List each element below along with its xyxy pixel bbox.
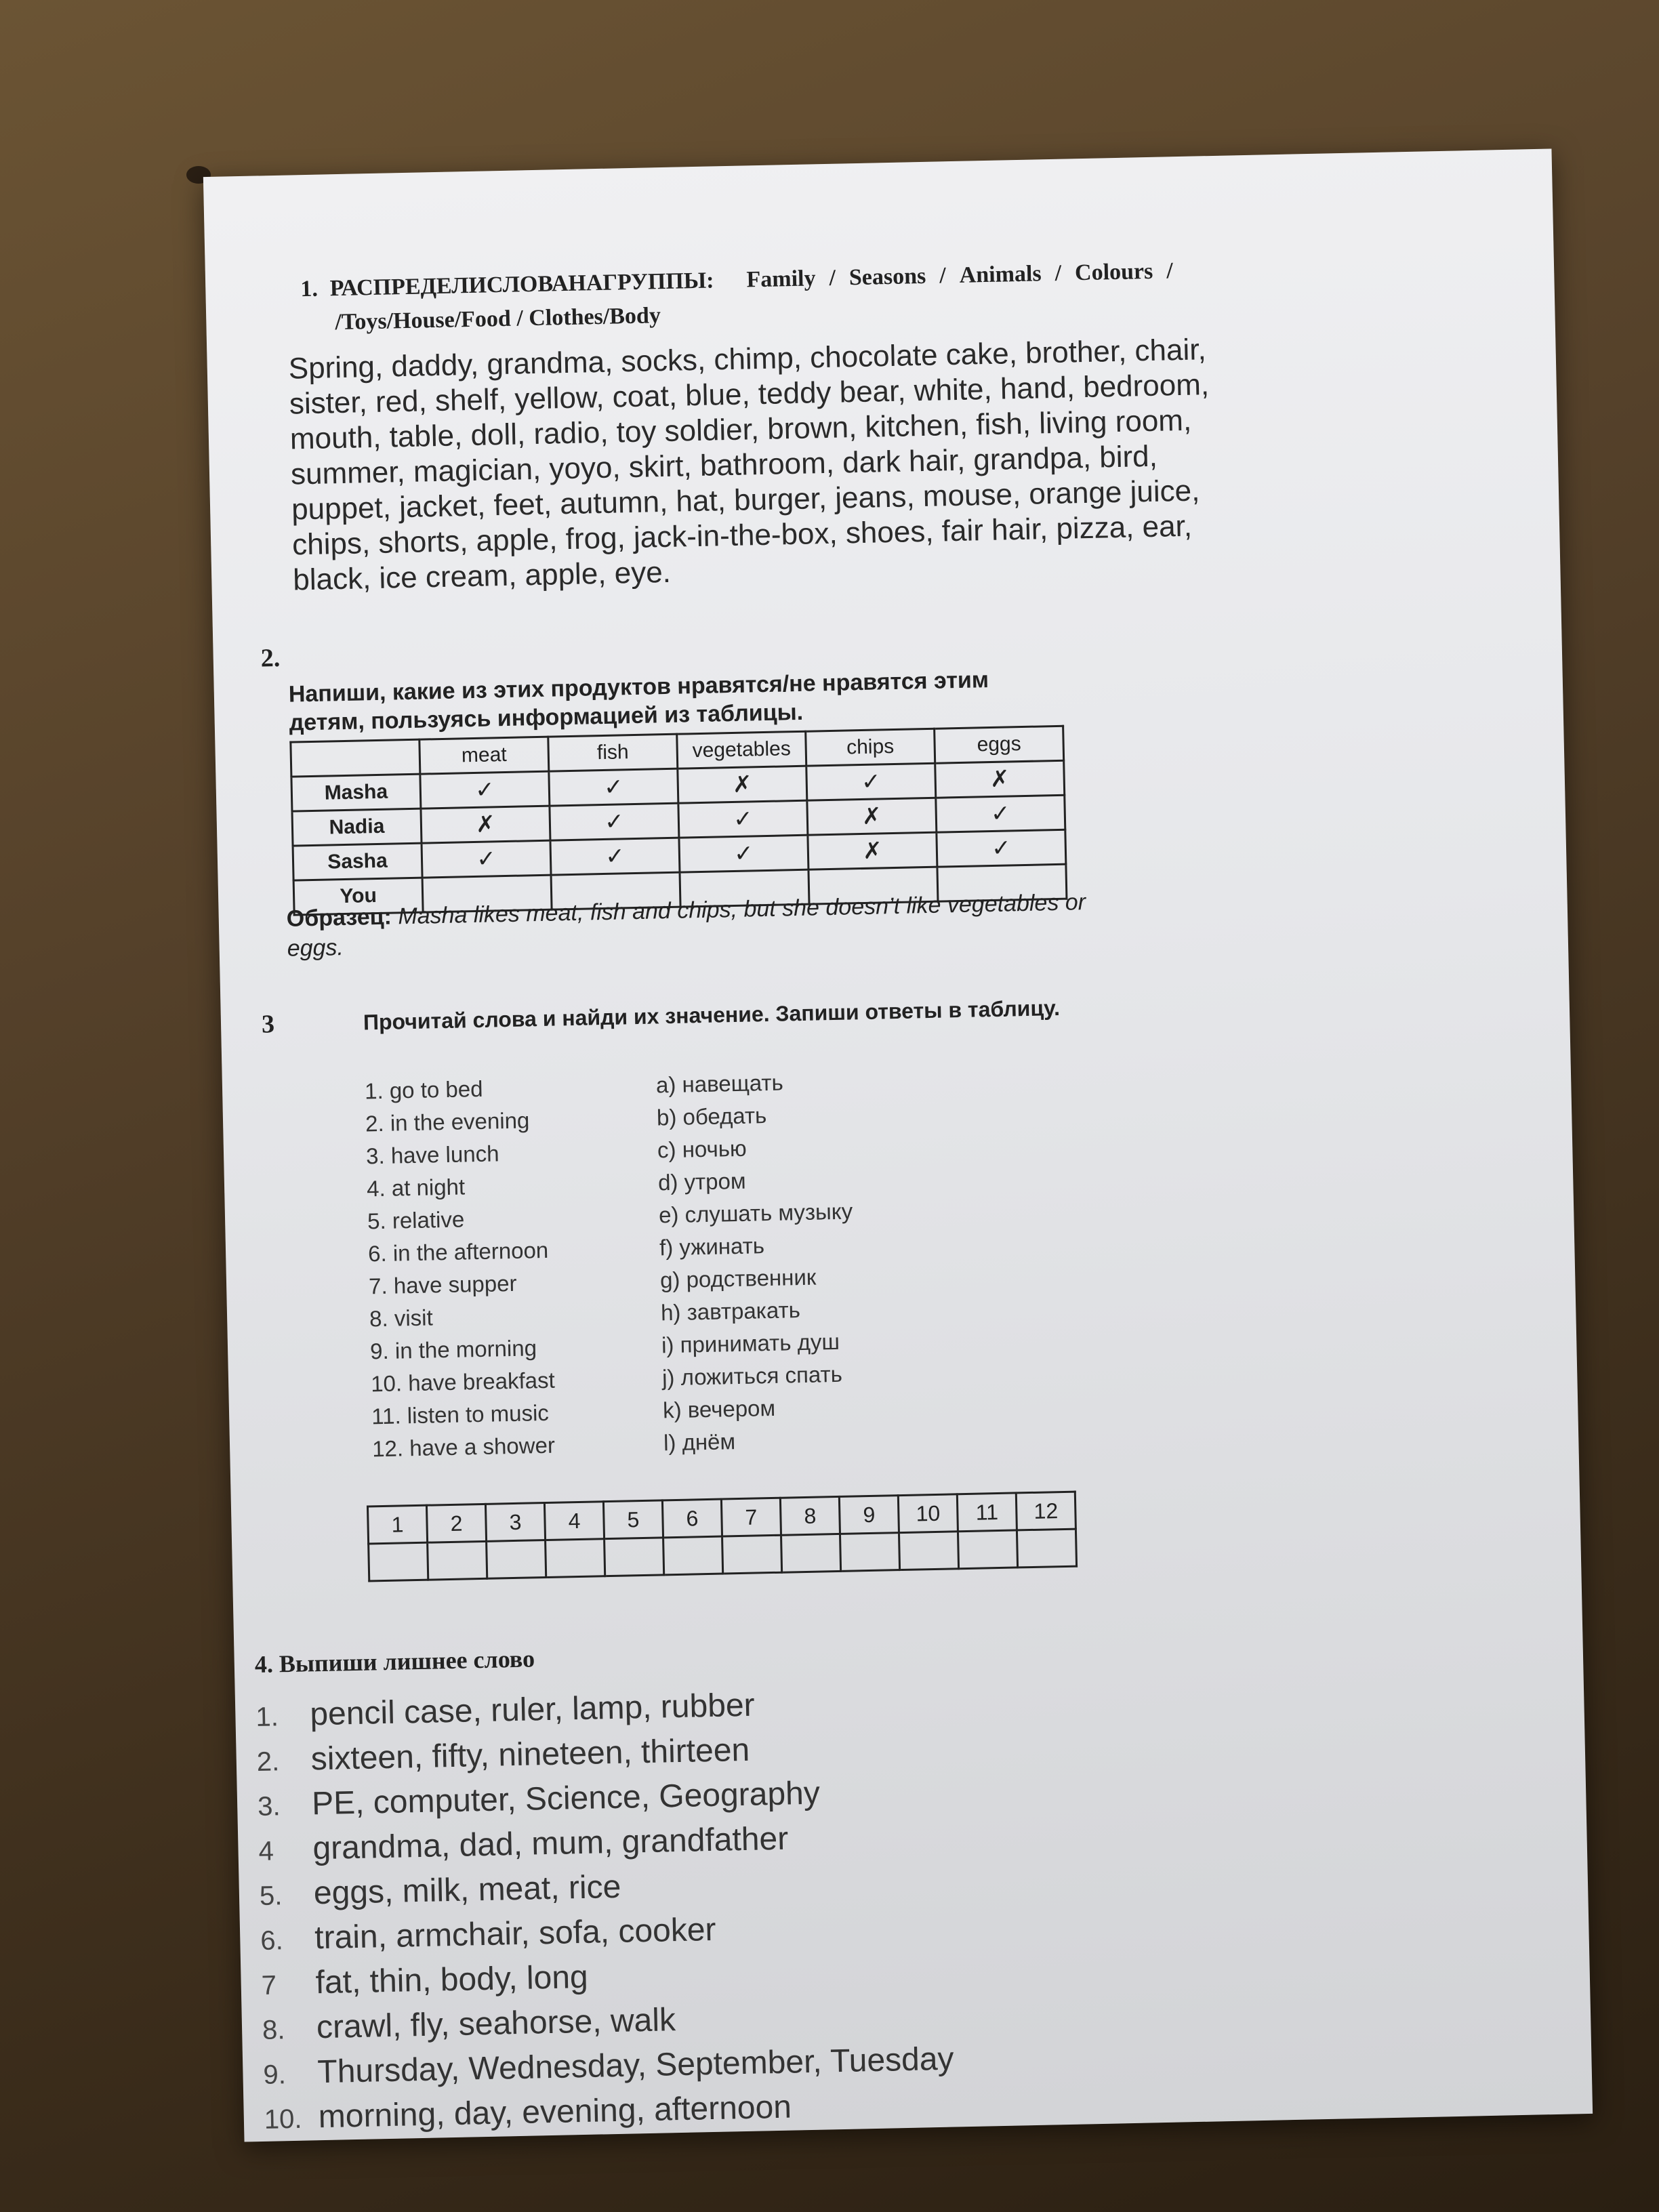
list-item: 12. have a shower xyxy=(371,1432,556,1462)
ex1-subheading: /Toys/House/Food / Clothes/Body xyxy=(334,303,661,335)
list-item: 6. in the afternoon xyxy=(367,1237,549,1267)
category-house: House xyxy=(392,307,455,334)
mark-cell: ✓ xyxy=(806,763,936,800)
ex3-instruction: Прочитай слова и найди их значение. Запиши ответы в таблицу. xyxy=(363,995,1061,1035)
example-label: Образец: xyxy=(286,903,392,932)
list-item: 5. eggs, milk, meat, rice xyxy=(259,1868,621,1912)
mark-cell: ✓ xyxy=(679,835,808,872)
answer-cell[interactable] xyxy=(487,1540,546,1579)
category-colours: Colours xyxy=(1074,258,1153,286)
list-item: 11. listen to music xyxy=(371,1399,550,1429)
list-item: b) обедать xyxy=(656,1103,767,1130)
list-item: 3. have lunch xyxy=(365,1141,499,1169)
answer-header: 9 xyxy=(839,1496,899,1534)
worksheet-paper xyxy=(203,148,1593,2142)
list-item: 4 grandma, dad, mum, grandfather xyxy=(258,1820,789,1867)
ex3-number: 3 xyxy=(261,1010,275,1039)
mark-cell: ✓ xyxy=(550,838,680,875)
list-item: 9. Thursday, Wednesday, September, Tuesday xyxy=(263,2041,954,2091)
mark-cell: ✓ xyxy=(937,830,1066,867)
list-item: j) ложиться спать xyxy=(661,1361,843,1391)
list-item: 10. morning, day, evening, afternoon xyxy=(264,2089,792,2135)
mark-cell: ✗ xyxy=(935,760,1065,798)
col-header: chips xyxy=(806,729,935,766)
mark-cell: ✓ xyxy=(422,840,551,878)
answer-header: 7 xyxy=(721,1498,781,1536)
answer-cell[interactable] xyxy=(605,1538,664,1576)
ex1-title: РАСПРЕДЕЛИСЛОВАНАГРУППЫ: xyxy=(329,268,714,302)
list-item: g) родственник xyxy=(659,1264,817,1293)
list-item: 3. PE, computer, Science, Geography xyxy=(257,1775,821,1822)
list-item: f) ужинать xyxy=(659,1233,765,1261)
answer-header: 2 xyxy=(426,1504,486,1542)
answer-table xyxy=(367,1491,1078,1582)
answer-header: 10 xyxy=(898,1494,958,1533)
list-item: i) принимать душ xyxy=(661,1328,840,1358)
mark-cell: ✗ xyxy=(807,798,937,835)
ex1-number: 1. xyxy=(300,276,319,302)
mark-cell: ✓ xyxy=(420,771,550,808)
mark-cell: ✗ xyxy=(678,766,807,803)
mark-cell: ✓ xyxy=(936,795,1065,832)
ex1-heading: 1. РАСПРЕДЕЛИСЛОВАНАГРУППЫ: Family / Seasons / Animals / Colours / xyxy=(300,258,1174,302)
answer-cell[interactable] xyxy=(840,1533,899,1572)
category-seasons: Seasons xyxy=(848,263,926,291)
list-item: 10. have breakfast xyxy=(370,1367,556,1397)
ex3-russian-list xyxy=(656,1065,858,1459)
example-text: Masha likes meat, fish and chips, but she doesn’t like vegetables or eggs. xyxy=(287,889,1086,962)
mark-cell: ✗ xyxy=(421,806,550,843)
list-item: h) завтракать xyxy=(660,1297,801,1326)
answer-cell[interactable] xyxy=(1017,1529,1076,1568)
row-name: You xyxy=(293,878,423,915)
list-item: 2. in the evening xyxy=(365,1107,530,1136)
ex1-word-list: Spring, daddy, grandma, socks, chimp, chocolate cake, brother, chair, sister, red, shelf, yellow, coat, blue, teddy bear, white, hand, bedroom, mouth, table, doll, radio, toy soldier, brown, kitchen, fish, living room, summer, magician, yoyo, skirt, bathroom, dark hair, grandpa, bird, puppet, jacket, feet, autumn, hat, burger, jeans, mouse, orange juice, chips, shorts, apple, frog, jack-in-the-box, shoes, fair hair, pizza, ear, black, ice cream, apple, eye. xyxy=(288,333,1210,597)
answer-cell[interactable] xyxy=(722,1535,782,1574)
row-name: Sasha xyxy=(293,843,422,880)
list-item: 9. in the morning xyxy=(369,1335,537,1364)
ex4-heading: 4. Выпиши лишнее слово xyxy=(254,1645,535,1679)
list-item: e) слушать музыку xyxy=(658,1198,853,1228)
col-header: vegetables xyxy=(677,731,806,769)
list-item: d) утром xyxy=(657,1168,746,1195)
list-item: 1. pencil case, ruler, lamp, rubber xyxy=(255,1687,756,1733)
list-item: 8. visit xyxy=(369,1305,434,1332)
list-item: a) навещать xyxy=(655,1069,784,1098)
list-item: c) ночью xyxy=(657,1135,747,1163)
list-item: 7 fat, thin, body, long xyxy=(261,1959,589,2001)
row-name: Nadia xyxy=(292,808,422,846)
mark-cell: ✗ xyxy=(808,832,937,869)
answer-cell[interactable] xyxy=(781,1534,841,1572)
category-toys: Toys xyxy=(341,308,388,335)
ex2-number: 2. xyxy=(260,643,281,673)
list-item: 1. go to bed xyxy=(364,1076,483,1104)
likes-table xyxy=(289,725,1067,916)
mark-cell: ✓ xyxy=(678,800,808,838)
category-family: Family xyxy=(746,266,816,293)
answer-header: 12 xyxy=(1016,1492,1076,1530)
col-header: fish xyxy=(548,734,678,771)
ex4-list xyxy=(255,1680,956,2142)
corner-cell xyxy=(291,739,420,777)
answer-cell[interactable] xyxy=(663,1536,723,1575)
answer-header: 5 xyxy=(603,1500,663,1539)
list-item: k) вечером xyxy=(662,1395,776,1423)
answer-cell[interactable] xyxy=(958,1530,1017,1569)
mark-cell: ✓ xyxy=(549,769,678,806)
category-animals: Animals xyxy=(959,261,1042,288)
answer-header: 11 xyxy=(957,1493,1017,1532)
ex2-instruction: Напиши, какие из этих продуктов нравятся/не нравятся этим детям, пользуясь информацией из таблицы. xyxy=(288,667,989,736)
category-body: Body xyxy=(609,303,661,329)
answer-cell[interactable] xyxy=(899,1532,958,1570)
answer-cell[interactable] xyxy=(369,1542,428,1581)
answer-header: 1 xyxy=(367,1505,427,1544)
col-header: meat xyxy=(419,737,549,774)
col-header: eggs xyxy=(935,726,1064,763)
list-item: 7. have supper xyxy=(368,1270,517,1299)
row-name: Masha xyxy=(291,774,421,811)
ex3-english-list xyxy=(365,1071,557,1466)
category-food-clothes: Food / Clothes xyxy=(460,304,604,333)
list-item: 8. crawl, fly, seahorse, walk xyxy=(262,2002,676,2046)
list-item: l) днём xyxy=(663,1429,736,1456)
answer-header: 4 xyxy=(544,1502,604,1540)
answer-header: 8 xyxy=(780,1496,840,1535)
answer-header: 6 xyxy=(662,1499,722,1538)
list-item: 6. train, armchair, sofa, cooker xyxy=(260,1911,716,1957)
answer-header: 3 xyxy=(485,1503,545,1542)
answer-cell[interactable] xyxy=(546,1539,605,1578)
list-item: 2. sixteen, fifty, nineteen, thirteen xyxy=(256,1732,750,1778)
list-item: 5. relative xyxy=(367,1206,465,1234)
list-item: 4. at night xyxy=(366,1174,466,1202)
mark-cell: ✓ xyxy=(550,803,679,840)
answer-cell[interactable] xyxy=(428,1541,487,1580)
